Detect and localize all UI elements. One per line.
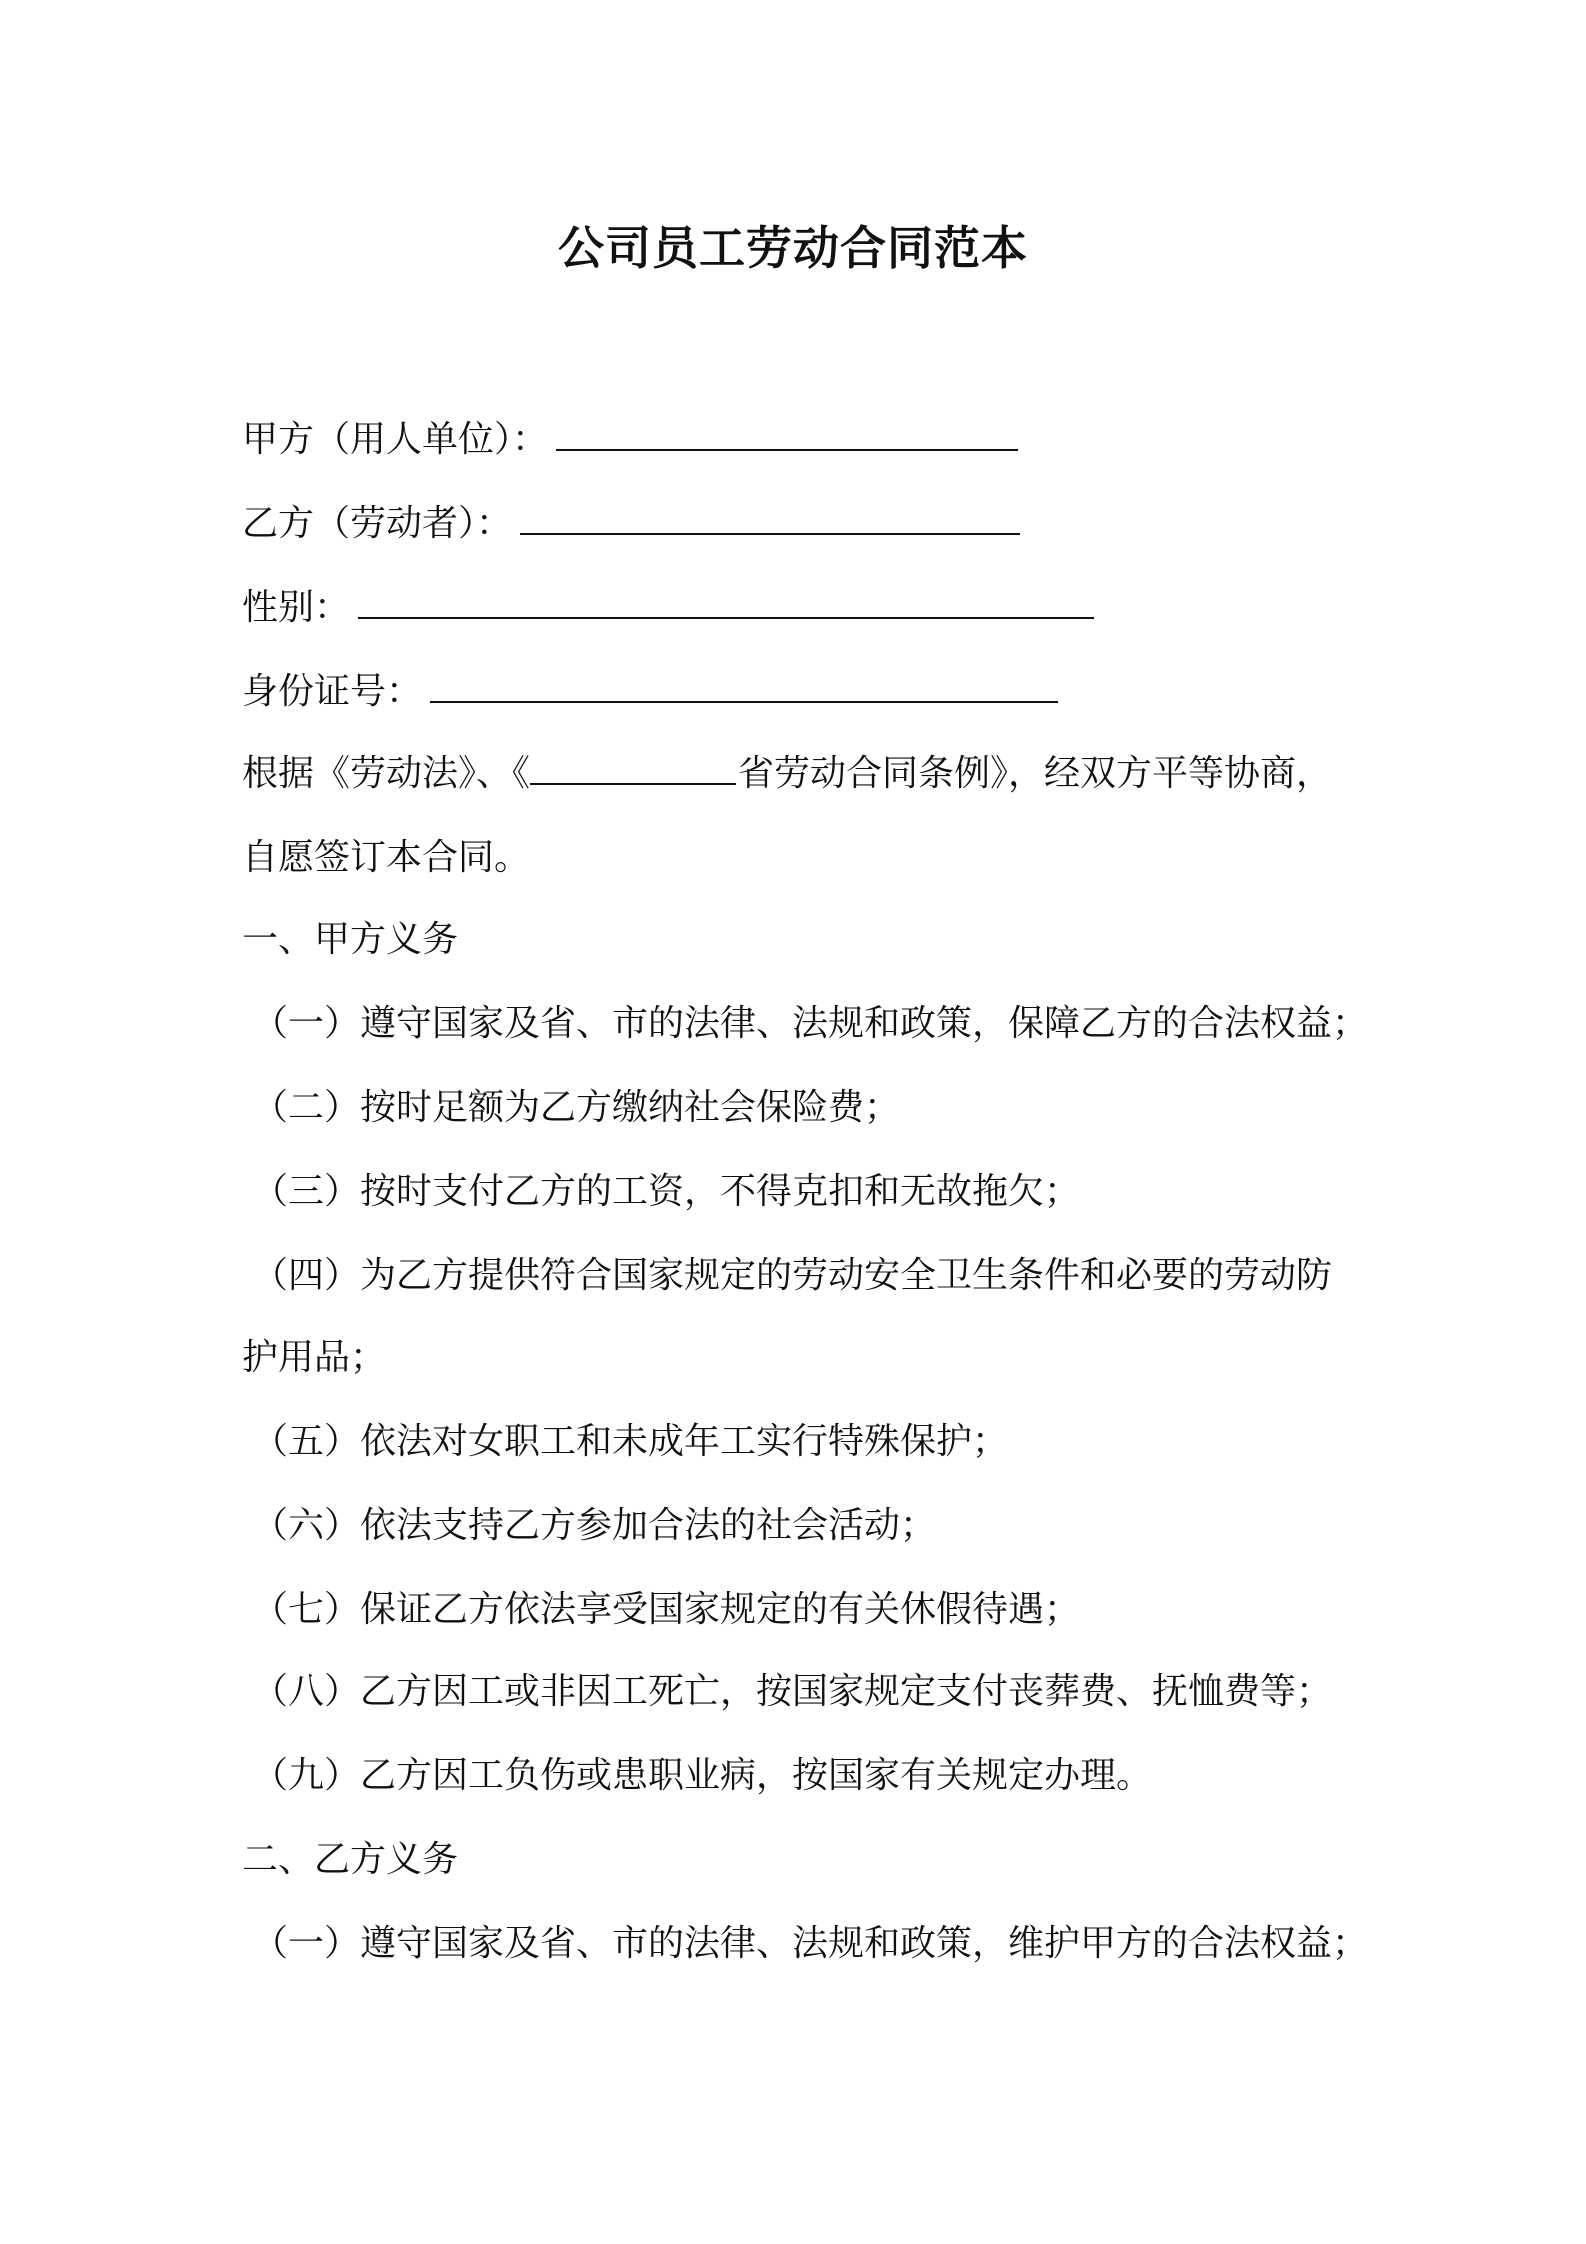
- preamble-line-1: [242, 752, 1332, 796]
- province-blank[interactable]: [530, 753, 736, 785]
- party-a-label: 甲方（用人单位）：: [242, 419, 549, 460]
- party-b-blank[interactable]: [520, 503, 1020, 535]
- preamble-line-2: 自愿签订本合同。: [242, 837, 531, 878]
- section-heading-party-b-duties: 二、乙方义务: [242, 1839, 459, 1880]
- clause-a-1: （一）遵守国家及省、市的法律、法规和政策，保障乙方的合法权益；: [252, 1003, 1369, 1044]
- gender-blank[interactable]: [358, 587, 1094, 619]
- clause-a-4-continued: 护用品；: [242, 1337, 387, 1378]
- party-a-blank[interactable]: [556, 419, 1018, 451]
- id-number-field: [242, 670, 1058, 714]
- clause-a-3: （三）按时支付乙方的工资，不得克扣和无故拖欠；: [252, 1171, 1081, 1212]
- clause-b-1: （一）遵守国家及省、市的法律、法规和政策，维护甲方的合法权益；: [252, 1923, 1369, 1964]
- party-b-field: [242, 502, 1020, 546]
- preamble-suffix: 省劳动合同条例》，经双方平等协商，: [738, 753, 1333, 794]
- clause-a-5: （五）依法对女职工和未成年工实行特殊保护；: [252, 1421, 1009, 1462]
- gender-label: 性别：: [242, 587, 351, 628]
- clause-a-7: （七）保证乙方依法享受国家规定的有关休假待遇；: [252, 1589, 1081, 1630]
- clause-a-4: （四）为乙方提供符合国家规定的劳动安全卫生条件和必要的劳动防: [252, 1255, 1333, 1296]
- clause-a-8: （八）乙方因工或非因工死亡，按国家规定支付丧葬费、抚恤费等；: [252, 1671, 1333, 1712]
- id-number-blank[interactable]: [430, 671, 1058, 703]
- party-a-field: [242, 418, 1018, 462]
- preamble-prefix: 根据《劳动法》、《: [242, 753, 531, 794]
- document-title: 公司员工劳动合同范本: [558, 221, 1028, 275]
- clause-a-6: （六）依法支持乙方参加合法的社会活动；: [252, 1505, 937, 1546]
- gender-field: [242, 586, 1094, 630]
- party-b-label: 乙方（劳动者）：: [242, 503, 513, 544]
- section-heading-party-a-duties: 一、甲方义务: [242, 919, 459, 960]
- id-number-label: 身份证号：: [242, 671, 423, 712]
- clause-a-2: （二）按时足额为乙方缴纳社会保险费；: [252, 1087, 901, 1128]
- clause-a-9: （九）乙方因工负伤或患职业病，按国家有关规定办理。: [252, 1755, 1153, 1796]
